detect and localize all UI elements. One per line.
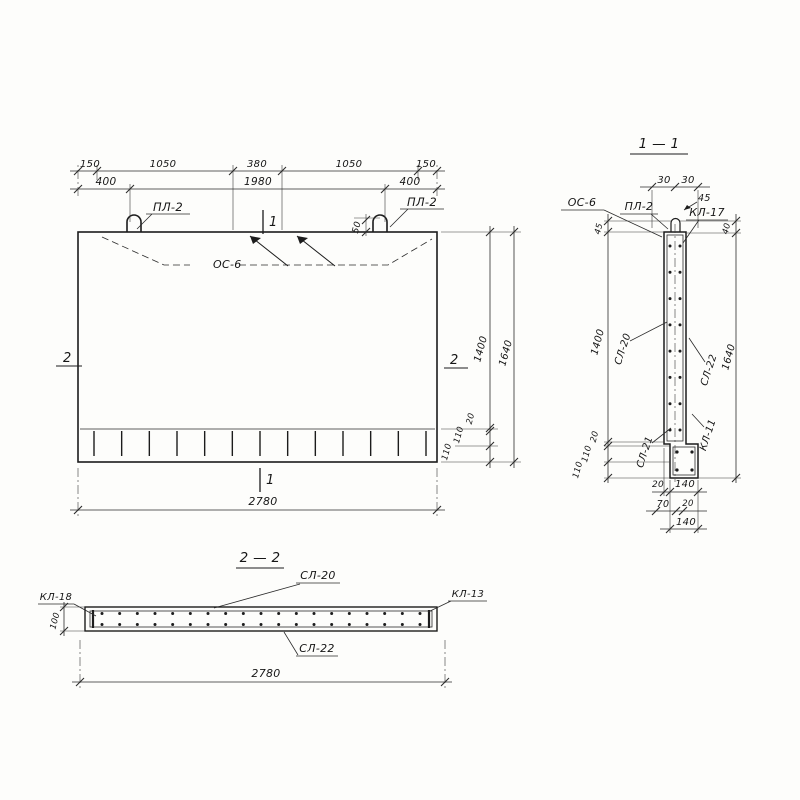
dim-110-b-sec1: 110	[571, 460, 586, 480]
dim-400-r: 400	[399, 176, 421, 188]
dim-b70: 70	[656, 499, 670, 510]
lifting-loops	[127, 215, 387, 235]
leader-sl22-sec1	[689, 338, 705, 362]
dim-30-r: 30	[681, 175, 695, 186]
label-sl22-sec1: СЛ-22	[699, 353, 720, 388]
label-kl17: КЛ-17	[689, 206, 725, 219]
section1-mark-bottom-label: 1	[266, 473, 275, 488]
label-pl2-sec1: ПЛ-2	[624, 200, 654, 213]
label-sl22-sec2: СЛ-22	[299, 642, 335, 655]
ext-intermediate	[97, 165, 418, 230]
dim-150-l: 150	[80, 159, 100, 170]
leader-sl20-sec1	[630, 322, 667, 341]
dim-1400-main: 1400	[472, 334, 490, 364]
dim-150-r: 150	[416, 159, 436, 170]
dim-b140-b: 140	[676, 517, 696, 528]
mesh-break-lines	[250, 236, 335, 266]
slab-dots-bottom	[101, 623, 422, 626]
dim-45-sec1: 45	[592, 221, 606, 236]
dim-1050-r: 1050	[335, 159, 363, 170]
dim-110-a-sec1: 110	[580, 444, 595, 464]
label-kl11: КЛ-11	[698, 417, 719, 453]
section2-mark-right-label: 2	[450, 353, 459, 368]
dim-2780-sec2: 2780	[251, 667, 281, 680]
sec2-bottom-ext	[80, 640, 445, 690]
slab-outline	[85, 607, 437, 631]
dim-b20: 20	[651, 480, 665, 490]
loop-section	[671, 219, 680, 233]
label-os6-sec1: ОС-6	[567, 196, 597, 209]
label-sl21: СЛ-21	[635, 435, 656, 470]
dim-110-a-main: 110	[452, 425, 467, 445]
label-sl20-sec2: СЛ-20	[300, 569, 336, 582]
dim-100-sec2: 100	[48, 611, 63, 631]
label-kl18: КЛ-18	[39, 592, 73, 603]
label-pl2-right: ПЛ-2	[407, 195, 437, 209]
dim-50: 50	[350, 220, 364, 235]
mesh-dashed-outline	[102, 237, 432, 265]
section2-title: 2 — 2	[239, 550, 281, 566]
dim-380: 380	[247, 159, 267, 170]
dim-1400-sec1: 1400	[589, 327, 607, 357]
leader-pl2-sec1	[620, 214, 668, 229]
label-os6-main: ОС-6	[213, 258, 242, 271]
leader-kl18	[38, 604, 96, 616]
note-45: 45	[698, 193, 711, 204]
leader-pl2-left	[137, 214, 190, 229]
dim-2780-main: 2780	[248, 495, 278, 508]
dim-1640-main: 1640	[497, 338, 515, 368]
anchor-bars	[94, 431, 426, 456]
dim-b20-b: 20	[682, 499, 694, 509]
panel-outline	[78, 232, 437, 462]
section1-title: 1 — 1	[638, 136, 680, 152]
section-2-2-view	[38, 550, 487, 690]
section-1-1-view	[561, 136, 741, 533]
section1-mark-top-label: 1	[269, 215, 278, 230]
leader-kl11	[692, 414, 704, 427]
dim-110-b-main: 110	[440, 442, 455, 462]
ext-bottom	[78, 468, 437, 518]
dim-1980: 1980	[244, 176, 272, 188]
leader-sl20-sec2	[214, 583, 340, 608]
main-elevation-view	[56, 159, 521, 518]
rebar-dots-right	[679, 245, 682, 432]
slab-dots-top	[101, 612, 422, 615]
leader-pl2-right	[390, 209, 444, 227]
dim-20-main: 20	[464, 411, 478, 426]
dim-b140-a: 140	[675, 479, 695, 490]
sec1-left-ext	[604, 221, 671, 478]
dim-30-l: 30	[657, 175, 671, 186]
dim-20-sec1: 20	[588, 429, 602, 444]
dim-1640-sec1: 1640	[720, 342, 738, 372]
dim-1050-l: 1050	[149, 159, 177, 170]
label-sl20-sec1: СЛ-20	[613, 332, 634, 367]
dim-400-l: 400	[95, 176, 117, 188]
label-kl13: КЛ-13	[451, 589, 485, 600]
label-pl2-left: ПЛ-2	[153, 200, 183, 214]
section2-mark-left-label: 2	[63, 351, 72, 366]
rebar-dots-left	[669, 245, 672, 432]
dim-40-sec1: 40	[720, 221, 734, 236]
foot-rebar-dots	[675, 450, 693, 471]
